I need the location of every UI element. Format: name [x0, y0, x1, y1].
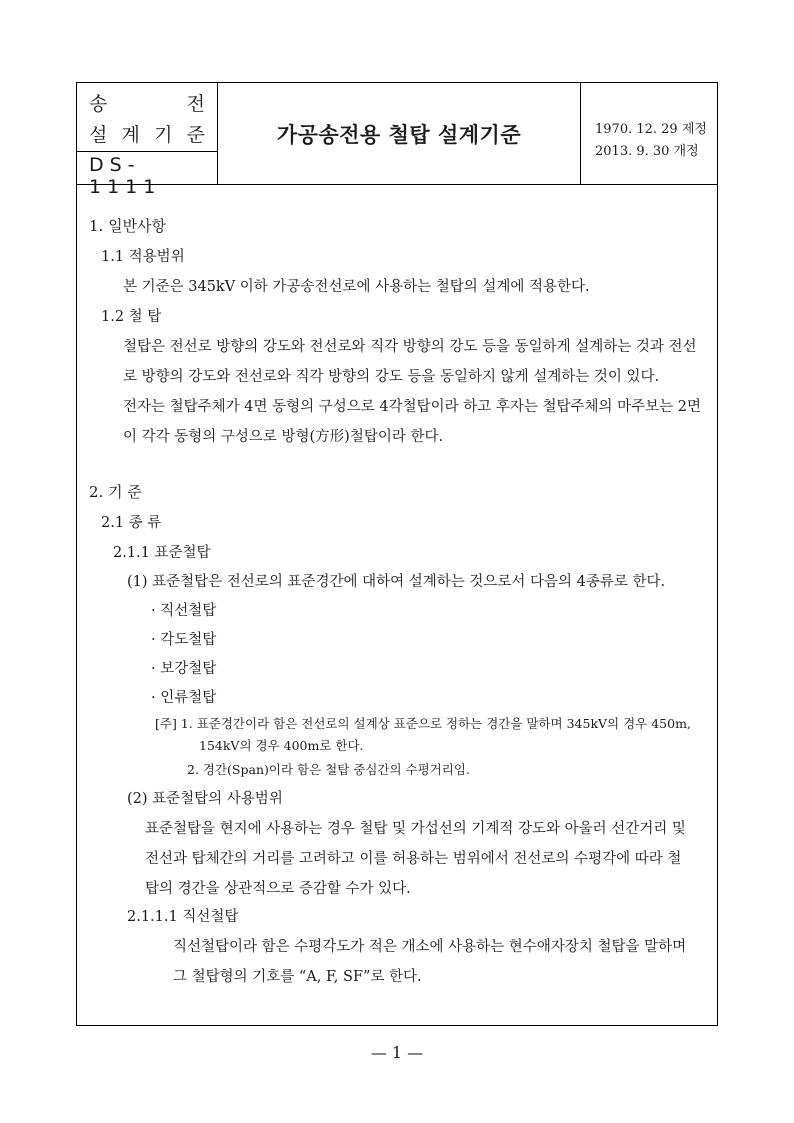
- subsection-heading: 2.1 종 류: [101, 515, 162, 531]
- paragraph-line: 철탑은 전선로 방향의 강도와 전선로와 직각 방향의 강도 등을 동일하게 설계하는 것과 전선: [123, 339, 697, 355]
- paragraph-line: 이 각각 동형의 구성으로 방형(方形)철탑이라 한다.: [123, 429, 444, 445]
- paragraph-line: 전선과 탑체간의 거리를 고려하고 이를 허용하는 범위에서 전선로의 수평각에 따라 철: [145, 851, 682, 867]
- standard-category-box: [77, 83, 218, 198]
- category-char: 전: [186, 93, 205, 115]
- section-heading: 2. 기 준: [89, 483, 142, 501]
- subsection-heading: 1.2 철 탑: [101, 309, 162, 325]
- list-item: (1) 표준철탑은 전선로의 표준경간에 대하여 설계하는 것으로서 다음의 4종류로 한다.: [127, 574, 666, 590]
- category-row-2: [89, 120, 205, 147]
- subsubsection-heading: 2.1.1 표준철탑: [113, 545, 211, 561]
- paragraph-line: 전자는 철탑주체가 4면 동형의 구성으로 4각철탑이라 하고 후자는 철탑주체의 마주보는 2면: [123, 399, 702, 415]
- document-title: 가공송전용 철탑 설계기준: [276, 122, 522, 147]
- footnote-line: 2. 경간(Span)이라 함은 철탑 중심간의 수평거리임.: [187, 762, 470, 777]
- bullet-item: · 보강철탑: [151, 661, 217, 677]
- category-char: 기: [154, 124, 173, 146]
- list-item: (2) 표준철탑의 사용범위: [127, 791, 283, 807]
- category-char: 준: [186, 124, 205, 146]
- bullet-item: · 인류철탑: [151, 690, 217, 706]
- paragraph-line: 로 방향의 강도와 전선로와 직각 방향의 강도 등을 동일하지 않게 설계하는 것이 있다.: [123, 369, 660, 385]
- category-char: 계: [121, 124, 140, 146]
- date-enacted: 1970. 12. 29 제정: [595, 122, 707, 137]
- document-frame: [76, 82, 718, 1026]
- category-char: 송: [89, 93, 108, 115]
- footnote-line: 154kV의 경우 400m로 한다.: [199, 738, 364, 753]
- revision-dates: [580, 83, 718, 184]
- bullet-item: · 각도철탑: [151, 632, 217, 648]
- paragraph-line: 표준철탑을 현지에 사용하는 경우 철탑 및 가섭선의 기계적 강도와 아울러 선간거리 및: [145, 821, 686, 837]
- date-revised: 2013. 9. 30 개정: [595, 144, 699, 159]
- category-row-1: [89, 89, 205, 116]
- subsection-heading: 1.1 적용범위: [101, 249, 185, 265]
- paragraph-line: 본 기준은 345kV 이하 가공송전선로에 사용하는 철탑의 설계에 적용한다.: [123, 279, 590, 295]
- paragraph-line: 직선철탑이라 함은 수평각도가 적은 개소에 사용하는 현수애자장치 철탑을 말하며: [173, 939, 687, 955]
- bullet-item: · 직선철탑: [151, 603, 217, 619]
- page-number: — 1 —: [370, 1043, 424, 1062]
- category-label-cell: [77, 83, 217, 152]
- section-heading: 1. 일반사항: [89, 217, 167, 235]
- footnote-line: [주] 1. 표준경간이라 함은 전선로의 설계상 표준으로 정하는 경간을 말하며 345kV의 경우 450m,: [155, 716, 691, 731]
- category-char: 설: [89, 124, 108, 146]
- paragraph-line: 그 철탑형의 기호를 “A, F, SF”로 한다.: [173, 969, 422, 985]
- document-header: [77, 83, 717, 198]
- document-code: DS-1111: [89, 154, 162, 198]
- paragraph-line: 탑의 경간을 상관적으로 증감할 수가 있다.: [145, 881, 411, 897]
- subsubsubsection-heading: 2.1.1.1 직선철탑: [127, 909, 239, 925]
